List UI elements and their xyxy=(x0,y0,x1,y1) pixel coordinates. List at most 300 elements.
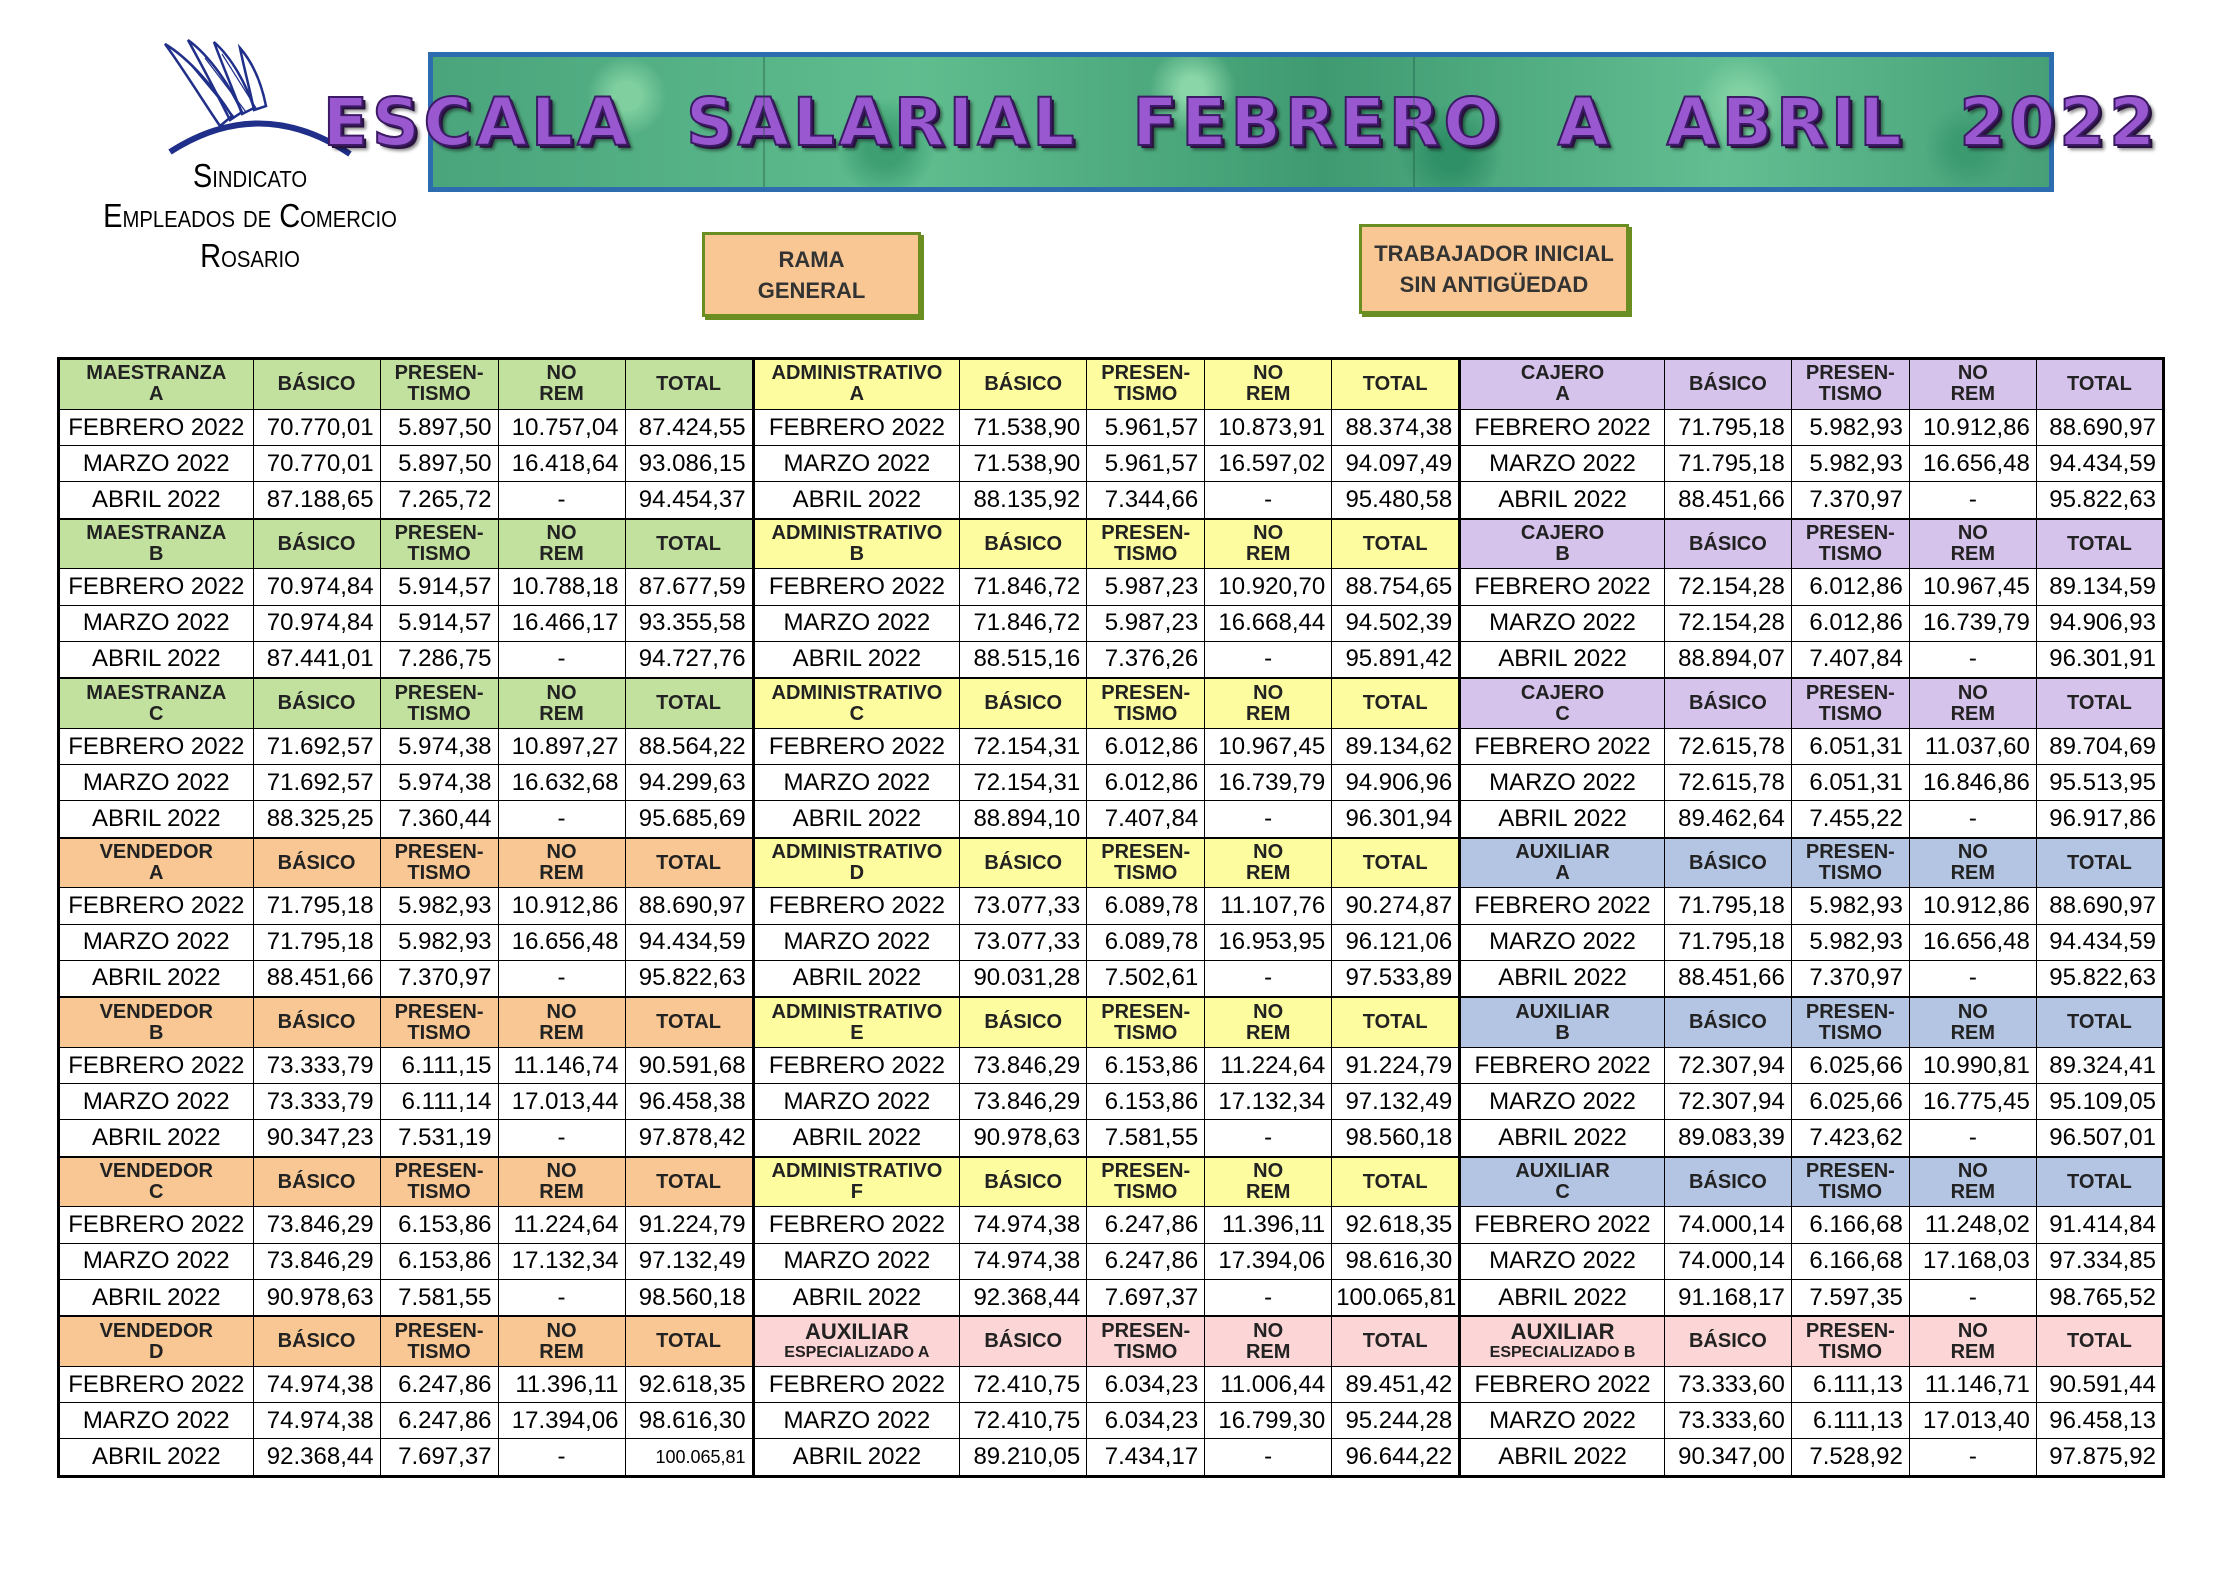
presentismo-cell: 5.974,38 xyxy=(380,728,498,764)
no-rem-cell: 11.224,64 xyxy=(498,1207,625,1243)
presentismo-cell: 6.153,86 xyxy=(1087,1084,1205,1120)
trabajador-box xyxy=(1359,224,1629,314)
month-cell: FEBRERO 2022 xyxy=(1460,1047,1665,1083)
month-cell: ABRIL 2022 xyxy=(1460,1439,1665,1477)
total-cell: 98.560,18 xyxy=(1332,1120,1460,1157)
column-header-no-rem xyxy=(498,519,625,569)
header-presentismo-line1: PRESEN- xyxy=(1101,1319,1191,1342)
presentismo-cell: 5.982,93 xyxy=(1791,924,1909,960)
basico-cell: 73.846,29 xyxy=(960,1047,1087,1083)
total-cell: 88.690,97 xyxy=(2036,409,2163,445)
header-norem-line2: REM xyxy=(1950,543,1996,565)
category-header-row xyxy=(59,1157,2164,1207)
presentismo-cell: 5.961,57 xyxy=(1087,409,1205,445)
no-rem-cell: - xyxy=(1205,482,1332,519)
header-basico-label: BÁSICO xyxy=(277,1330,356,1353)
table-row xyxy=(59,1403,2164,1439)
header-presentismo-line2: TISMO xyxy=(1114,1181,1178,1204)
no-rem-cell: 16.418,64 xyxy=(498,446,625,482)
header-norem-line2: REM xyxy=(1245,702,1291,725)
header-total-label: TOTAL xyxy=(2067,532,2132,555)
header-norem-line1: NO xyxy=(1253,1319,1284,1342)
presentismo-cell: 5.914,57 xyxy=(380,605,498,641)
column-header-no-rem xyxy=(1909,1316,2036,1366)
basico-cell: 71.538,90 xyxy=(960,409,1087,445)
header-norem-line1: NO xyxy=(546,1319,577,1342)
month-cell: MARZO 2022 xyxy=(753,1403,960,1439)
presentismo-cell: 6.153,86 xyxy=(380,1207,498,1243)
no-rem-cell: 16.953,95 xyxy=(1205,924,1332,960)
no-rem-cell: - xyxy=(1205,641,1332,678)
column-header-no-rem xyxy=(498,1157,625,1207)
month-cell: ABRIL 2022 xyxy=(59,960,254,997)
month-cell: ABRIL 2022 xyxy=(59,1120,254,1157)
basico-cell: 71.692,57 xyxy=(253,728,380,764)
month-cell: ABRIL 2022 xyxy=(753,801,960,838)
total-cell: 89.324,41 xyxy=(2036,1047,2163,1083)
column-header-presentismo xyxy=(1087,997,1205,1047)
category-level: B xyxy=(149,543,164,565)
presentismo-cell: 7.370,97 xyxy=(1791,960,1909,997)
basico-cell: 89.083,39 xyxy=(1664,1120,1791,1157)
basico-cell: 71.795,18 xyxy=(1664,409,1791,445)
basico-cell: 71.795,18 xyxy=(1664,888,1791,924)
category-name-cell xyxy=(1460,838,1665,888)
no-rem-cell: - xyxy=(1909,482,2036,519)
category-header-row xyxy=(59,678,2164,728)
category-name-cell xyxy=(59,1316,254,1366)
header-presentismo-line2: TISMO xyxy=(1114,383,1178,406)
header-basico-label: BÁSICO xyxy=(1688,532,1767,555)
table-row xyxy=(59,1243,2164,1279)
basico-cell: 73.846,29 xyxy=(253,1243,380,1279)
basico-cell: 71.692,57 xyxy=(253,765,380,801)
header-norem-line1: NO xyxy=(546,681,577,704)
column-header-presentismo xyxy=(1791,1316,1909,1366)
total-cell: 96.507,01 xyxy=(2036,1120,2163,1157)
basico-cell: 70.770,01 xyxy=(253,409,380,445)
header-presentismo-line2: TISMO xyxy=(407,702,471,725)
table-row xyxy=(59,801,2164,838)
no-rem-cell: 11.037,60 xyxy=(1909,728,2036,764)
no-rem-cell: 10.897,27 xyxy=(498,728,625,764)
column-header-basico xyxy=(253,678,380,728)
category-name-cell xyxy=(753,678,960,728)
total-cell: 87.424,55 xyxy=(625,409,753,445)
header-basico-label: BÁSICO xyxy=(984,851,1063,874)
presentismo-cell: 6.111,15 xyxy=(380,1047,498,1083)
no-rem-cell: 10.912,86 xyxy=(1909,409,2036,445)
total-cell: 88.374,38 xyxy=(1332,409,1460,445)
presentismo-cell: 7.360,44 xyxy=(380,801,498,838)
table-row xyxy=(59,728,2164,764)
column-header-no-rem xyxy=(1205,678,1332,728)
no-rem-cell: - xyxy=(498,1439,625,1477)
basico-cell: 72.307,94 xyxy=(1664,1047,1791,1083)
category-level: C xyxy=(1555,1181,1570,1204)
header-norem-line2: REM xyxy=(1950,1181,1996,1204)
month-cell: MARZO 2022 xyxy=(1460,446,1665,482)
header-basico-label: BÁSICO xyxy=(984,692,1063,715)
presentismo-cell: 6.089,78 xyxy=(1087,924,1205,960)
month-cell: MARZO 2022 xyxy=(59,1243,254,1279)
category-level: C xyxy=(149,702,164,725)
total-cell: 90.591,44 xyxy=(2036,1367,2163,1403)
column-header-basico xyxy=(960,1316,1087,1366)
total-cell: 91.414,84 xyxy=(2036,1207,2163,1243)
header-presentismo-line1: PRESEN- xyxy=(1101,362,1191,385)
header-presentismo-line1: PRESEN- xyxy=(1805,1160,1895,1183)
header-presentismo-line2: TISMO xyxy=(1818,1021,1883,1044)
total-cell: 92.618,35 xyxy=(625,1367,753,1403)
column-header-basico xyxy=(253,838,380,888)
total-cell: 94.434,59 xyxy=(2036,924,2163,960)
category-name: ADMINISTRATIVO xyxy=(771,1000,943,1023)
presentismo-cell: 6.025,66 xyxy=(1791,1084,1909,1120)
total-cell: 96.917,86 xyxy=(2036,801,2163,838)
no-rem-cell: 10.912,86 xyxy=(1909,888,2036,924)
header-basico-label: BÁSICO xyxy=(277,851,356,874)
basico-cell: 92.368,44 xyxy=(960,1279,1087,1316)
total-cell: 98.765,52 xyxy=(2036,1279,2163,1316)
no-rem-cell: 16.597,02 xyxy=(1205,446,1332,482)
column-header-total xyxy=(2036,359,2163,410)
category-level: D xyxy=(849,862,865,885)
month-cell: ABRIL 2022 xyxy=(59,1279,254,1316)
total-cell: 94.906,93 xyxy=(2036,605,2163,641)
category-name: MAESTRANZA xyxy=(86,362,227,385)
category-name: VENDEDOR xyxy=(99,1319,213,1342)
header-total-label: TOTAL xyxy=(1362,851,1428,874)
header-presentismo-line2: TISMO xyxy=(1114,1340,1178,1363)
basico-cell: 74.000,14 xyxy=(1664,1243,1791,1279)
no-rem-cell: 11.248,02 xyxy=(1909,1207,2036,1243)
column-header-presentismo xyxy=(1087,838,1205,888)
total-cell: 89.134,59 xyxy=(2036,569,2163,605)
table-row xyxy=(59,641,2164,678)
column-header-total xyxy=(1332,838,1460,888)
presentismo-cell: 5.982,93 xyxy=(1791,888,1909,924)
basico-cell: 88.325,25 xyxy=(253,801,380,838)
category-name-cell xyxy=(59,359,254,410)
header-total-label: TOTAL xyxy=(656,851,721,874)
header-presentismo-line1: PRESEN- xyxy=(394,522,484,544)
total-cell: 90.591,68 xyxy=(625,1047,753,1083)
category-name-cell xyxy=(1460,1316,1665,1366)
no-rem-cell: - xyxy=(498,482,625,519)
column-header-basico xyxy=(960,1157,1087,1207)
column-header-no-rem xyxy=(498,997,625,1047)
presentismo-cell: 6.051,31 xyxy=(1791,765,1909,801)
column-header-presentismo xyxy=(380,519,498,569)
column-header-presentismo xyxy=(380,1157,498,1207)
presentismo-cell: 6.247,86 xyxy=(1087,1243,1205,1279)
header-total-label: TOTAL xyxy=(1362,1330,1428,1353)
presentismo-cell: 7.344,66 xyxy=(1087,482,1205,519)
no-rem-cell: 11.146,74 xyxy=(498,1047,625,1083)
header-total-label: TOTAL xyxy=(1362,692,1428,715)
no-rem-cell: 11.146,71 xyxy=(1909,1367,2036,1403)
logo-line-2: Empleados de Comercio xyxy=(103,197,397,234)
no-rem-cell: - xyxy=(498,1120,625,1157)
basico-cell: 89.462,64 xyxy=(1664,801,1791,838)
header-norem-line2: REM xyxy=(539,543,584,565)
category-name-cell xyxy=(59,519,254,569)
header-norem-line2: REM xyxy=(539,1340,584,1363)
no-rem-cell: 16.846,86 xyxy=(1909,765,2036,801)
category-level: ESPECIALIZADO A xyxy=(784,1343,930,1361)
basico-cell: 71.846,72 xyxy=(960,605,1087,641)
basico-cell: 72.410,75 xyxy=(960,1367,1087,1403)
no-rem-cell: 11.396,11 xyxy=(498,1367,625,1403)
no-rem-cell: 11.396,11 xyxy=(1205,1207,1332,1243)
presentismo-cell: 6.111,13 xyxy=(1791,1367,1909,1403)
header-basico-label: BÁSICO xyxy=(984,1170,1063,1193)
header-norem-line1: NO xyxy=(1253,1000,1284,1023)
column-header-no-rem xyxy=(1909,359,2036,410)
total-cell: 98.616,30 xyxy=(1332,1243,1460,1279)
month-cell: MARZO 2022 xyxy=(1460,605,1665,641)
total-cell: 97.878,42 xyxy=(625,1120,753,1157)
presentismo-cell: 5.982,93 xyxy=(1791,446,1909,482)
column-header-no-rem xyxy=(1205,997,1332,1047)
category-name: ADMINISTRATIVO xyxy=(771,362,943,385)
column-header-presentismo xyxy=(1791,359,1909,410)
column-header-presentismo xyxy=(1087,1157,1205,1207)
column-header-presentismo xyxy=(1791,519,1909,569)
category-level: A xyxy=(849,383,865,406)
month-cell: ABRIL 2022 xyxy=(1460,482,1665,519)
no-rem-cell: - xyxy=(1205,801,1332,838)
category-name-cell xyxy=(1460,997,1665,1047)
presentismo-cell: 6.166,68 xyxy=(1791,1243,1909,1279)
category-name: ADMINISTRATIVO xyxy=(771,681,943,704)
header-basico-label: BÁSICO xyxy=(1688,1011,1767,1034)
column-header-total xyxy=(625,359,753,410)
basico-cell: 71.846,72 xyxy=(960,569,1087,605)
basico-cell: 72.615,78 xyxy=(1664,728,1791,764)
no-rem-cell: 10.788,18 xyxy=(498,569,625,605)
category-level: A xyxy=(1555,862,1570,885)
table-row xyxy=(59,1439,2164,1477)
header-norem-line2: REM xyxy=(1950,1021,1996,1044)
column-header-total xyxy=(2036,1157,2163,1207)
header-presentismo-line2: TISMO xyxy=(1114,702,1178,725)
no-rem-cell: 17.132,34 xyxy=(498,1243,625,1279)
no-rem-cell: 16.632,68 xyxy=(498,765,625,801)
header-norem-line2: REM xyxy=(1245,1021,1291,1044)
header-basico-label: BÁSICO xyxy=(1688,1330,1767,1353)
total-cell: 87.677,59 xyxy=(625,569,753,605)
header-presentismo-line1: PRESEN- xyxy=(1805,681,1895,704)
month-cell: FEBRERO 2022 xyxy=(59,1207,254,1243)
table-body xyxy=(59,359,2164,1477)
basico-cell: 74.974,38 xyxy=(960,1243,1087,1279)
total-cell: 95.822,63 xyxy=(2036,960,2163,997)
total-cell: 96.458,38 xyxy=(625,1084,753,1120)
table-row xyxy=(59,1279,2164,1316)
basico-cell: 90.347,23 xyxy=(253,1120,380,1157)
no-rem-cell: - xyxy=(1205,1439,1332,1477)
basico-cell: 73.846,29 xyxy=(960,1084,1087,1120)
basico-cell: 72.154,28 xyxy=(1664,605,1791,641)
no-rem-cell: - xyxy=(1205,1120,1332,1157)
header-presentismo-line2: TISMO xyxy=(1818,383,1883,406)
header-presentismo-line2: TISMO xyxy=(1114,1021,1178,1044)
total-cell: 89.704,69 xyxy=(2036,728,2163,764)
total-cell: 95.480,58 xyxy=(1332,482,1460,519)
banner-divider xyxy=(1413,57,1415,187)
column-header-no-rem xyxy=(1909,519,2036,569)
header-basico-label: BÁSICO xyxy=(1688,372,1767,395)
presentismo-cell: 7.265,72 xyxy=(380,482,498,519)
presentismo-cell: 7.434,17 xyxy=(1087,1439,1205,1477)
month-cell: MARZO 2022 xyxy=(1460,765,1665,801)
total-cell: 97.533,89 xyxy=(1332,960,1460,997)
header-norem-line2: REM xyxy=(539,862,584,885)
header-presentismo-line1: PRESEN- xyxy=(394,1319,484,1342)
total-cell: 89.451,42 xyxy=(1332,1367,1460,1403)
column-header-basico xyxy=(960,838,1087,888)
presentismo-cell: 6.111,14 xyxy=(380,1084,498,1120)
category-level: F xyxy=(850,1181,863,1204)
category-name-cell xyxy=(59,678,254,728)
column-header-presentismo xyxy=(380,997,498,1047)
total-cell: 95.822,63 xyxy=(2036,482,2163,519)
no-rem-cell: - xyxy=(1205,1279,1332,1316)
month-cell: FEBRERO 2022 xyxy=(1460,728,1665,764)
month-cell: ABRIL 2022 xyxy=(59,482,254,519)
column-header-basico xyxy=(960,997,1087,1047)
basico-cell: 90.978,63 xyxy=(960,1120,1087,1157)
header-presentismo-line1: PRESEN- xyxy=(394,681,484,704)
basico-cell: 73.333,79 xyxy=(253,1047,380,1083)
header-presentismo-line2: TISMO xyxy=(1818,1340,1883,1363)
category-level: B xyxy=(849,543,865,565)
table-row xyxy=(59,1084,2164,1120)
header-total-label: TOTAL xyxy=(2067,1011,2132,1034)
category-level: B xyxy=(1555,543,1570,565)
header-total-label: TOTAL xyxy=(656,1330,721,1353)
header-norem-line2: REM xyxy=(1245,383,1291,406)
header-total-label: TOTAL xyxy=(656,692,721,715)
basico-cell: 70.974,84 xyxy=(253,605,380,641)
header-presentismo-line1: PRESEN- xyxy=(1101,681,1191,704)
month-cell: MARZO 2022 xyxy=(753,605,960,641)
column-header-presentismo xyxy=(1087,359,1205,410)
header-total-label: TOTAL xyxy=(1362,1170,1428,1193)
month-cell: FEBRERO 2022 xyxy=(59,728,254,764)
total-cell: 95.891,42 xyxy=(1332,641,1460,678)
total-cell: 91.224,79 xyxy=(1332,1047,1460,1083)
month-cell: FEBRERO 2022 xyxy=(59,569,254,605)
column-header-total xyxy=(2036,519,2163,569)
category-level: B xyxy=(1555,1021,1570,1044)
category-name-cell xyxy=(753,1157,960,1207)
no-rem-cell: 16.739,79 xyxy=(1909,605,2036,641)
total-cell: 88.564,22 xyxy=(625,728,753,764)
total-cell: 96.121,06 xyxy=(1332,924,1460,960)
basico-cell: 88.451,66 xyxy=(1664,482,1791,519)
no-rem-cell: - xyxy=(1909,641,2036,678)
header-total-label: TOTAL xyxy=(2067,692,2132,715)
month-cell: ABRIL 2022 xyxy=(753,641,960,678)
header-basico-label: BÁSICO xyxy=(984,1011,1063,1034)
header-presentismo-line2: TISMO xyxy=(1818,543,1883,565)
total-cell: 88.690,97 xyxy=(625,888,753,924)
category-level: D xyxy=(149,1340,164,1363)
no-rem-cell: - xyxy=(1909,1439,2036,1477)
header-norem-line1: NO xyxy=(546,841,577,864)
basico-cell: 71.538,90 xyxy=(960,446,1087,482)
column-header-no-rem xyxy=(1205,1316,1332,1366)
header-norem-line1: NO xyxy=(546,362,577,385)
presentismo-cell: 5.987,23 xyxy=(1087,569,1205,605)
total-cell: 96.301,94 xyxy=(1332,801,1460,838)
column-header-presentismo xyxy=(1791,838,1909,888)
logo-line-3: Rosario xyxy=(200,237,300,274)
column-header-total xyxy=(1332,519,1460,569)
month-cell: FEBRERO 2022 xyxy=(1460,569,1665,605)
column-header-presentismo xyxy=(1087,1316,1205,1366)
column-header-basico xyxy=(960,678,1087,728)
month-cell: ABRIL 2022 xyxy=(753,1279,960,1316)
presentismo-cell: 7.370,97 xyxy=(380,960,498,997)
month-cell: ABRIL 2022 xyxy=(59,801,254,838)
basico-cell: 91.168,17 xyxy=(1664,1279,1791,1316)
basico-cell: 87.188,65 xyxy=(253,482,380,519)
category-name-cell xyxy=(753,997,960,1047)
column-header-no-rem xyxy=(1909,997,2036,1047)
column-header-total xyxy=(625,519,753,569)
total-cell: 97.132,49 xyxy=(625,1243,753,1279)
column-header-presentismo xyxy=(1791,678,1909,728)
total-cell: 91.224,79 xyxy=(625,1207,753,1243)
category-name-cell xyxy=(59,1157,254,1207)
category-name-cell xyxy=(1460,359,1665,410)
category-level: C xyxy=(1555,702,1570,725)
no-rem-cell: 16.656,48 xyxy=(498,924,625,960)
total-cell: 97.875,92 xyxy=(2036,1439,2163,1477)
column-header-basico xyxy=(960,359,1087,410)
presentismo-cell: 6.025,66 xyxy=(1791,1047,1909,1083)
header-basico-label: BÁSICO xyxy=(277,1011,356,1034)
category-header-row xyxy=(59,1316,2164,1366)
basico-cell: 88.451,66 xyxy=(1664,960,1791,997)
no-rem-cell: - xyxy=(1205,960,1332,997)
header-presentismo-line1: PRESEN- xyxy=(1101,1000,1191,1023)
presentismo-cell: 7.531,19 xyxy=(380,1120,498,1157)
basico-cell: 73.333,60 xyxy=(1664,1367,1791,1403)
presentismo-cell: 7.376,26 xyxy=(1087,641,1205,678)
column-header-basico xyxy=(1664,1157,1791,1207)
column-header-total xyxy=(625,1316,753,1366)
column-header-total xyxy=(625,678,753,728)
banner-title: ESCALA SALARIAL FEBRERO A ABRIL 2022 xyxy=(322,83,2160,161)
header-norem-line1: NO xyxy=(1253,681,1284,704)
antiguedad-label: SIN ANTIGÜEDAD xyxy=(1399,272,1589,297)
month-cell: ABRIL 2022 xyxy=(753,1120,960,1157)
rama-label: RAMA xyxy=(778,246,845,272)
salary-table xyxy=(57,357,2165,1478)
presentismo-cell: 5.961,57 xyxy=(1087,446,1205,482)
no-rem-cell: - xyxy=(498,960,625,997)
no-rem-cell: - xyxy=(1909,1120,2036,1157)
header-total-label: TOTAL xyxy=(2067,851,2132,874)
category-name: VENDEDOR xyxy=(99,1160,213,1183)
category-name: VENDEDOR xyxy=(99,841,213,864)
total-cell: 100.065,81 xyxy=(1332,1279,1460,1316)
